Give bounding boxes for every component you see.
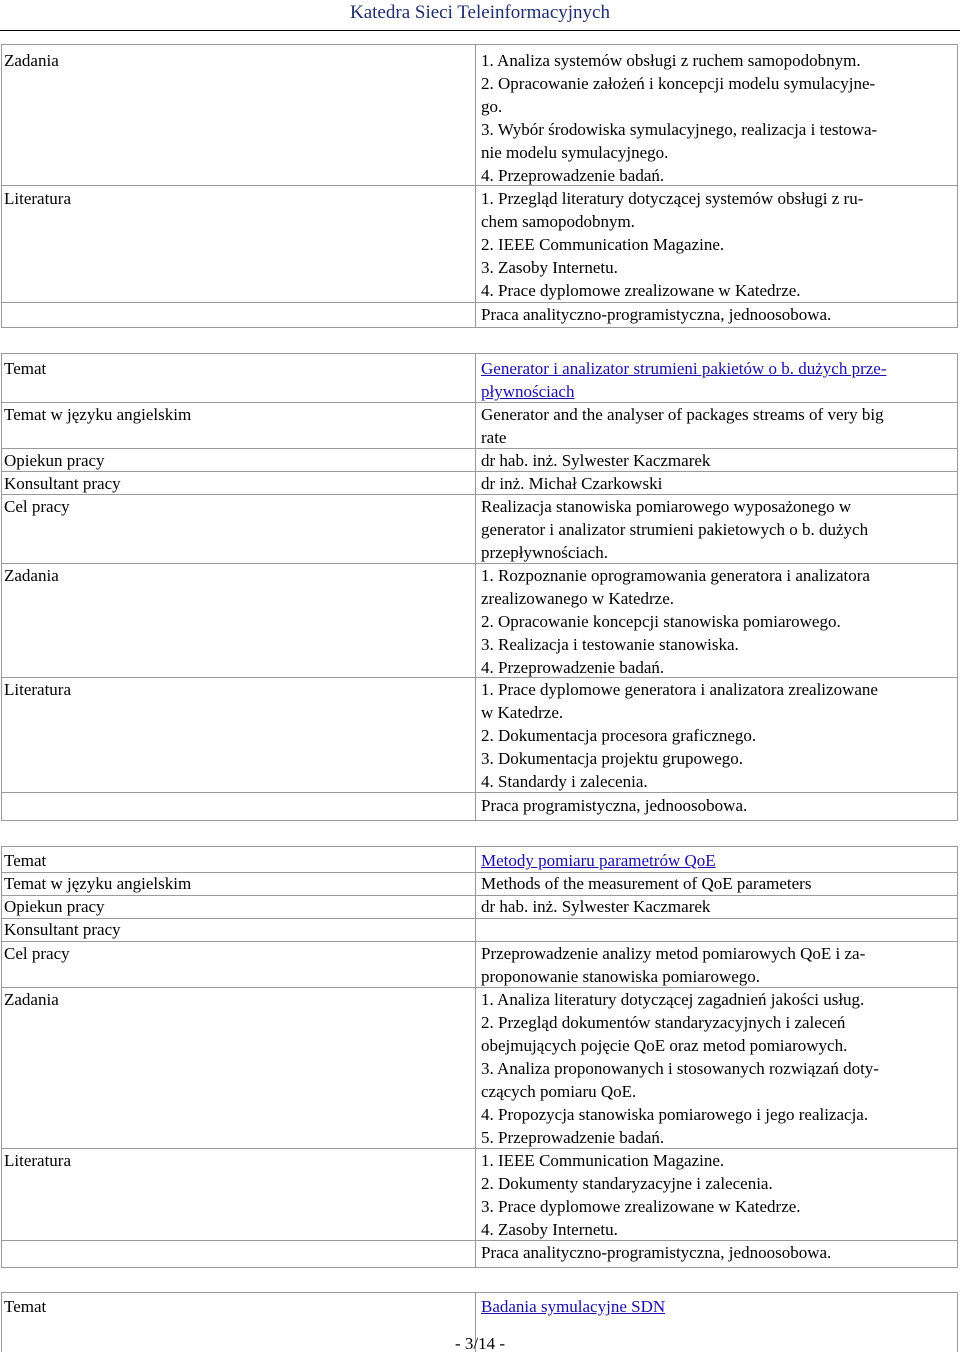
- literatura-line: 1. Przegląd literatury dotyczącej systemów obsługi z ru-: [481, 189, 864, 208]
- konsultant-label: Konsultant pracy: [4, 474, 121, 493]
- temat-label: Temat: [4, 1297, 47, 1316]
- zadania-list: [481, 988, 953, 1149]
- cel-value: [481, 495, 953, 564]
- zadania-line: nie modelu symulacyjnego.: [481, 143, 669, 162]
- temat-link[interactable]: [481, 1295, 953, 1318]
- zadania-label: Zadania: [4, 990, 59, 1009]
- temat-en-line: Generator and the analyser of packages streams of very big: [481, 405, 884, 424]
- literatura-line: 3. Prace dyplomowe zrealizowane w Katedrze.: [481, 1197, 801, 1216]
- cel-line: generator i analizator strumieni pakietowych o b. dużych: [481, 520, 869, 539]
- temat-en: [481, 403, 953, 449]
- temat-en-line: Methods of the measurement of QoE parameters: [481, 874, 812, 893]
- temat-label: Temat: [4, 359, 47, 378]
- thesis-type: Praca analityczno-programistyczna, jednoosobowa.: [481, 305, 832, 324]
- cel-line: proponowanie stanowiska pomiarowego.: [481, 967, 761, 986]
- opiekun-value: dr hab. inż. Sylwester Kaczmarek: [481, 897, 711, 916]
- temat-link[interactable]: [481, 849, 953, 872]
- cel-value: [481, 942, 953, 988]
- literatura-list: [481, 678, 953, 793]
- temat-line[interactable]: pływnościach: [481, 382, 575, 401]
- zadania-label: Zadania: [4, 51, 59, 70]
- cel-line: Realizacja stanowiska pomiarowego wyposażonego w: [481, 497, 852, 516]
- zadania-line: 1. Rozpoznanie oprogramowania generatora i analizatora: [481, 566, 870, 585]
- page-number: - 3/14 -: [454, 1334, 506, 1353]
- konsultant-label: Konsultant pracy: [4, 920, 121, 939]
- literatura-line: chem samopodobnym.: [481, 212, 635, 231]
- cel-line: Przeprowadzenie analizy metod pomiarowych QoE i za-: [481, 944, 866, 963]
- literatura-line: 3. Zasoby Internetu.: [481, 258, 618, 277]
- zadania-line: 1. Analiza systemów obsługi z ruchem samopodobnym.: [481, 51, 861, 70]
- zadania-line: obejmujących pojęcie QoE oraz metod pomiarowych.: [481, 1036, 848, 1055]
- literatura-line: 2. Dokumenty standaryzacyjne i zalecenia.: [481, 1174, 773, 1193]
- temat-link[interactable]: [481, 357, 953, 403]
- row-divider: [2, 918, 957, 919]
- konsultant-value: dr inż. Michał Czarkowski: [481, 474, 663, 493]
- column-divider: [475, 45, 476, 327]
- zadania-label: Zadania: [4, 566, 59, 585]
- zadania-line: 4. Przeprowadzenie badań.: [481, 658, 665, 677]
- zadania-line: 4. Przeprowadzenie badań.: [481, 166, 665, 185]
- opiekun-label: Opiekun pracy: [4, 451, 105, 470]
- column-divider: [475, 354, 476, 820]
- temat-en-label: Temat w języku angielskim: [4, 405, 192, 424]
- temat-line[interactable]: Badania symulacyjne SDN: [481, 1297, 666, 1316]
- literatura-line: 4. Standardy i zalecenia.: [481, 772, 648, 791]
- literatura-line: w Katedrze.: [481, 703, 564, 722]
- literatura-line: 2. IEEE Communication Magazine.: [481, 235, 725, 254]
- zadania-line: 5. Przeprowadzenie badań.: [481, 1128, 665, 1147]
- literatura-label: Literatura: [4, 1151, 72, 1170]
- literatura-line: 2. Dokumentacja procesora graficznego.: [481, 726, 757, 745]
- temat-en-line: rate: [481, 428, 507, 447]
- temat-en-label: Temat w języku angielskim: [4, 874, 192, 893]
- zadania-line: 3. Wybór środowiska symulacyjnego, realizacja i testowa-: [481, 120, 878, 139]
- literatura-line: 4. Prace dyplomowe zrealizowane w Katedrze.: [481, 281, 801, 300]
- temat-line[interactable]: Generator i analizator strumieni pakietów o b. dużych prze-: [481, 359, 887, 378]
- literatura-label: Literatura: [4, 680, 72, 699]
- literatura-line: 4. Zasoby Internetu.: [481, 1220, 618, 1239]
- cel-label: Cel pracy: [4, 497, 70, 516]
- thesis-type: Praca analityczno-programistyczna, jednoosobowa.: [481, 1243, 832, 1262]
- zadania-line: 4. Propozycja stanowiska pomiarowego i jego realizacja.: [481, 1105, 869, 1124]
- zadania-line: go.: [481, 97, 503, 116]
- row-divider: [2, 792, 957, 793]
- temat-en: [481, 872, 953, 895]
- zadania-line: 2. Opracowanie koncepcji stanowiska pomiarowego.: [481, 612, 841, 631]
- cel-line: przepływnościach.: [481, 543, 608, 562]
- row-divider: [2, 185, 957, 186]
- zadania-line: czących pomiaru QoE.: [481, 1082, 637, 1101]
- zadania-line: 1. Analiza literatury dotyczącej zagadnień jakości usług.: [481, 990, 865, 1009]
- literatura-label: Literatura: [4, 189, 72, 208]
- zadania-list: [481, 49, 953, 187]
- opiekun-label: Opiekun pracy: [4, 897, 105, 916]
- opiekun-value: dr hab. inż. Sylwester Kaczmarek: [481, 451, 711, 470]
- column-divider: [475, 847, 476, 1267]
- zadania-line: 3. Analiza proponowanych i stosowanych rozwiązań doty-: [481, 1059, 879, 1078]
- literatura-line: 1. Prace dyplomowe generatora i analizatora zrealizowane: [481, 680, 878, 699]
- literatura-line: 1. IEEE Communication Magazine.: [481, 1151, 725, 1170]
- temat-line[interactable]: Metody pomiaru parametrów QoE: [481, 851, 716, 870]
- literatura-list: [481, 187, 953, 302]
- thesis-block-continued: [1, 44, 958, 328]
- zadania-list: [481, 564, 953, 679]
- temat-label: Temat: [4, 851, 47, 870]
- thesis-type: Praca programistyczna, jednoosobowa.: [481, 796, 748, 815]
- literatura-list: [481, 1149, 953, 1241]
- thesis-block-qoe: [1, 846, 958, 1268]
- zadania-line: zrealizowanego w Katedrze.: [481, 589, 675, 608]
- zadania-line: 2. Przegląd dokumentów standaryzacyjnych i zaleceń: [481, 1013, 846, 1032]
- thesis-block-generator: [1, 353, 958, 821]
- cel-label: Cel pracy: [4, 944, 70, 963]
- zadania-line: 3. Realizacja i testowanie stanowiska.: [481, 635, 739, 654]
- literatura-line: 3. Dokumentacja projektu grupowego.: [481, 749, 744, 768]
- zadania-line: 2. Opracowanie założeń i koncepcji modelu symulacyjne-: [481, 74, 876, 93]
- page-header: Katedra Sieci Teleinformacyjnych: [0, 0, 960, 31]
